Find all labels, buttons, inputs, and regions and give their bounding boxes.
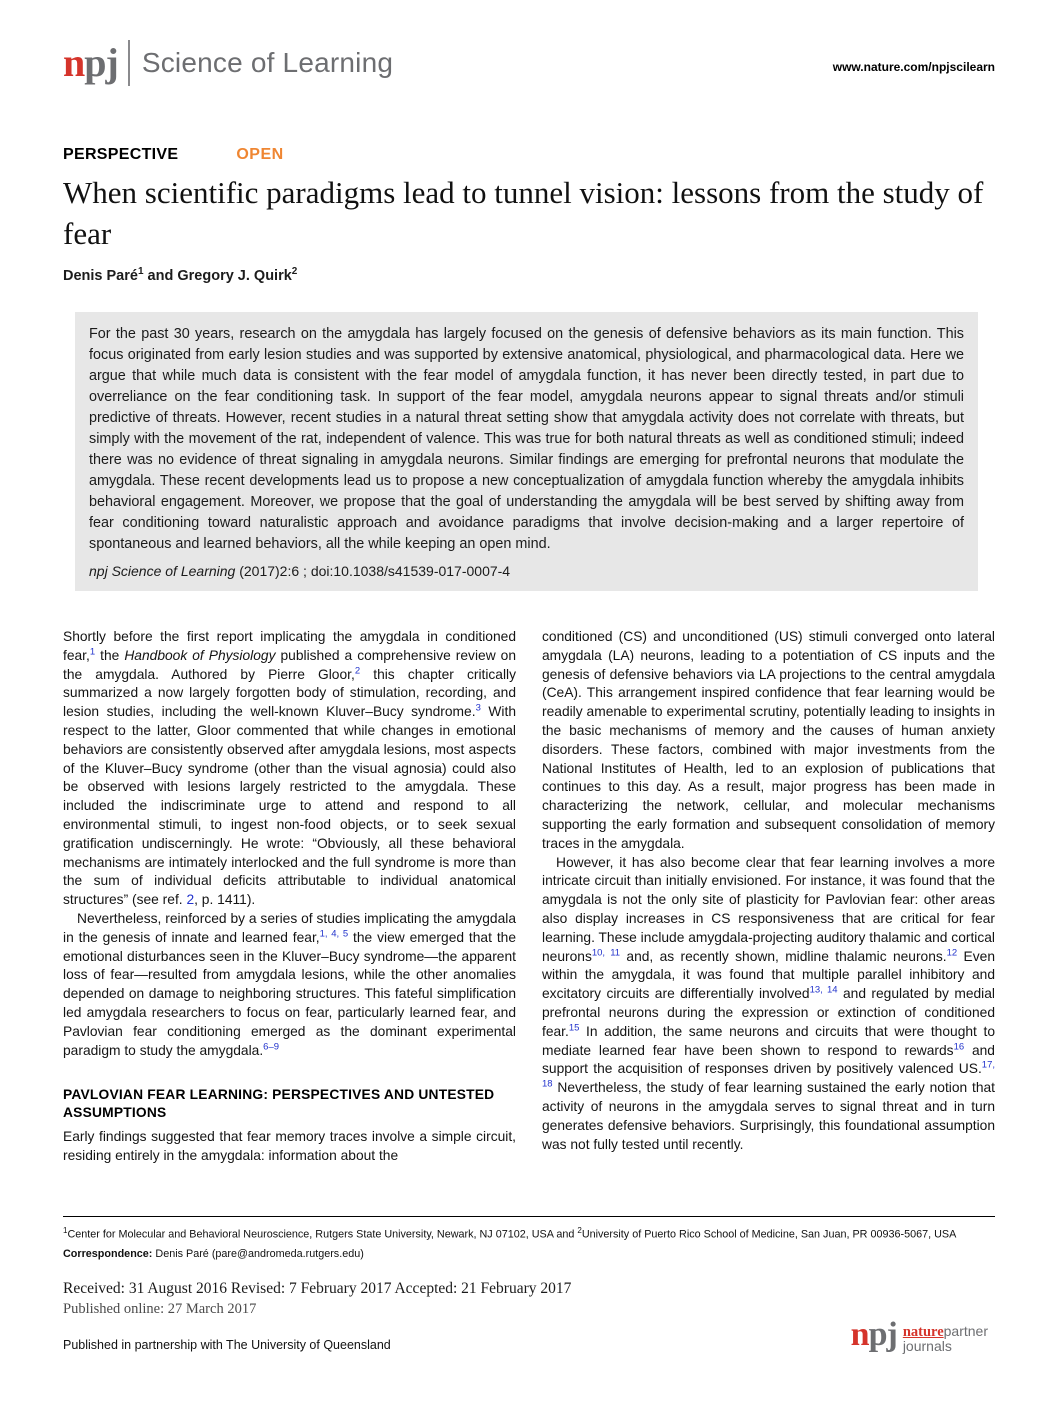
article-type-row — [63, 146, 284, 164]
reference-link[interactable]: 2 — [186, 892, 195, 908]
page-title: When scientific paradigms lead to tunnel vision: lessons from the study of fear — [63, 175, 984, 251]
article-body — [63, 628, 995, 1166]
text-run: and, as recently shown, midline thalamic neurons. — [620, 948, 947, 964]
footnote-divider — [63, 1216, 995, 1217]
text-run: Center for Molecular and Behavioral Neuroscience, Rutgers State University, Newark, NJ 07102, USA and — [67, 1228, 578, 1241]
journals-label: journals — [902, 1338, 952, 1354]
text-run: Early findings suggested that fear memory traces involve a simple circuit, residing entirely in the amygdala: information about the — [63, 1129, 516, 1164]
journal-logo — [63, 40, 393, 86]
text-run: conditioned (CS) and unconditioned (US) stimuli converged onto lateral amygdala (LA) neurons, leading to a potentiation of CS inputs and the genesis of defensive behaviors via LA projections to the central amygdala (CeA). This arrangement inspired confidence that fear learning would be readily amenable to experimental scrutiny, potentially leading to insights in the basic mechanisms of memory and the causes of human anxiety disorders. These factors, combined with major investments from the National Institutes of Health, led to an explosion of publications that continues to this day. As a result, major progress has been made in characterizing the network, cellular, and molecular mechanisms supporting the early formation and subsequent consolidation of memory traces in the amygdala. — [542, 629, 995, 851]
correspondence-label: Correspondence: — [63, 1247, 153, 1260]
text-run: and regulated by medial prefrontal neurons during the expression or extinction of conditioned fear. — [542, 986, 995, 1039]
correspondence-line — [63, 1247, 995, 1262]
reference-link[interactable]: 3 — [475, 702, 481, 714]
paragraph — [63, 628, 516, 910]
main-right-column — [542, 628, 995, 1166]
reference-link[interactable]: 1 — [89, 646, 96, 658]
superscript-marker: 1 — [137, 266, 144, 277]
reference-link[interactable]: 2 — [354, 665, 361, 676]
partner-logo-words — [903, 1324, 988, 1353]
paragraph — [542, 854, 995, 1155]
footnote-block — [63, 1216, 995, 1318]
reference-link[interactable]: 12 — [946, 946, 958, 958]
reference-link[interactable]: 10, 11 — [591, 946, 621, 958]
text-run: the — [95, 647, 125, 663]
partnership-note: Published in partnership with The University of Queensland — [63, 1338, 391, 1352]
logo-divider — [128, 40, 130, 86]
text-run: Shortly before the first report implicating the amygdala in conditioned fear, — [63, 629, 516, 663]
journal-name: Science of Learning — [141, 47, 394, 78]
npj-logo-pj: pj — [868, 1316, 897, 1353]
main-left-column — [63, 628, 516, 1166]
abstract-box — [75, 312, 978, 591]
reference-link[interactable]: 15 — [568, 1022, 580, 1034]
author-line — [63, 266, 297, 284]
text-run: the view emerged that the emotional disturbances seen in the Kluver–Bucy syndrome—the apparent loss of fear—resulted from amygdala lesions, while the other anomalies depended on damage to neighboring structures. This fateful simplification led amygdala researchers to focus on fear, particularly learned fear, and Pavlovian fear conditioning emerged as the dominant experimental paradigm to study the amygdala. — [63, 929, 516, 1058]
superscript-marker: 1 — [63, 1226, 68, 1235]
abstract-text: For the past 30 years, research on the amygdala has largely focused on the genesis of defensive behaviors as its main function. This focus originated from early lesion studies and was supported by extensive anatomical, physiological, and pharmacological data. Here we argue that while much data is consistent with the fear model of amygdala function, it has never been directly tested, in part due to overreliance on the fear conditioning task. In support of the fear model, amygdala neurons appear to signal threats and/or stimuli predictive of threats. However, recent studies in a natural threat setting show that amygdala activity does not correlate with threats, but simply with the movement of the rat, independent of valence. This was true for both natural threats as well as conditioned stimuli; indeed there was no evidence of threat signaling in amygdala neurons. Similar findings are emerging for prefrontal neurons that modulate the amygdala. These recent developments lead us to propose a new conceptualization of amygdala function whereby the amygdala inhibits behavioral engagement. Moreover, we propose that the goal of understanding the amygdala will be best served by shifting away from fear conditioning toward naturalistic approach and avoidance paradigms that involve decision-making and a larger repertoire of spontaneous and learned behaviors, all the while keeping an open mind. — [89, 326, 964, 552]
npj-logo-icon — [851, 1318, 897, 1352]
italic-text-run: Handbook of Physiology — [124, 647, 276, 663]
reference-link[interactable]: 17, 18 — [542, 1059, 995, 1090]
text-run: In addition, the same neurons and circuits that were thought to mediate learned fear have been shown to respond to rewards — [542, 1023, 995, 1058]
text-run: Nevertheless, reinforced by a series of studies implicating the amygdala in the genesis of innate and learned fear, — [63, 910, 516, 945]
reference-link[interactable]: 6–9 — [263, 1040, 280, 1052]
superscript-marker: 2 — [577, 1226, 582, 1235]
affiliations — [63, 1223, 995, 1243]
text-run: published a comprehensive review on the amygdala. Authored by Pierre Gloor, — [63, 647, 516, 682]
text-run: Denis Paré — [63, 267, 138, 284]
received-dates: Received: 31 August 2016 Revised: 7 February 2017 Accepted: 21 February 2017 — [63, 1279, 572, 1297]
paragraph — [63, 910, 516, 1060]
text-run: Nevertheless, the study of fear learning sustained the early notion that activity of neurons in the amygdala serves to signal threat and in turn generates defensive behaviors. Surprisingly, this foundational assumption was not fully tested until recently. — [542, 1080, 995, 1152]
journal-url-link[interactable]: www.nature.com/npjscilearn — [832, 60, 995, 74]
reference-link[interactable]: 1, 4, 5 — [319, 928, 349, 940]
text-run: this chapter critically summarized a now largely forgotten body of stimulation, recording, and lesion studies, including the well-known Kluver–Bucy syndrome. — [63, 666, 517, 720]
nature-brand-label: nature — [902, 1324, 944, 1340]
correspondence-email: Denis Paré (pare@andromeda.rutgers.edu) — [152, 1247, 364, 1260]
citation-journal: npj Science of Learning — [89, 563, 236, 579]
citation-doi: (2017)2:6 ; doi:10.1038/s41539-017-0007-4 — [235, 563, 511, 579]
npj-logo-icon — [63, 40, 118, 85]
paragraph — [63, 1128, 516, 1166]
superscript-marker: 2 — [291, 266, 298, 277]
text-run: Even within the amygdala, it was found that multiple parallel inhibitory and excitatory circuits are differentially involved — [542, 948, 995, 1002]
npj-logo-n: n — [850, 1316, 869, 1353]
section-heading: PAVLOVIAN FEAR LEARNING: PERSPECTIVES AND UNTESTED ASSUMPTIONS — [63, 1087, 495, 1121]
npj-logo-n: n — [63, 40, 85, 85]
text-run: University of Puerto Rico School of Medicine, San Juan, PR 00936-5067, USA — [581, 1228, 957, 1241]
open-access-badge: OPEN — [236, 146, 284, 163]
text-run: However, it has also become clear that fear learning involves a more intricate circuit than initially envisioned. For instance, it was found that the amygdala is not the only site of plasticity for Pavlovian fear: other areas also display increases in CS responsiveness that are critical for fear learning. These include amygdala-projecting auditory thalamic and cortical neurons — [542, 854, 995, 964]
text-run: and support the acquisition of responses driven by positively valenced US. — [542, 1042, 995, 1077]
npj-logo-pj: pj — [84, 40, 118, 85]
published-date: Published online: 27 March 2017 — [63, 1300, 257, 1317]
npj-partner-logo — [851, 1318, 988, 1353]
text-run: , p. 1411). — [194, 892, 256, 908]
reference-link[interactable]: 16 — [953, 1040, 965, 1052]
text-run: and Gregory J. Quirk — [143, 267, 292, 284]
text-run: With respect to the latter, Gloor commented that while changes in emotional behaviors are consistently observed after amygdala lesions, most aspects of the Kluver–Bucy syndrome (other than the visual agnosia) could also be observed with lesions largely restricted to the amygdala. These included the indiscriminate urge to attend and respond to all environmental stimuli, to ingest non-food objects, or to seek sexual gratification undiscerningly. He wrote: “Obviously, all these behavioral mechanisms are intimately interlocked and the full syndrome is more than the sum of individual deficits attributable to individual anatomical structures” (see ref. — [63, 704, 516, 908]
citation-line — [89, 563, 964, 579]
partner-label: partner — [943, 1323, 988, 1339]
paragraph — [542, 628, 995, 854]
reference-link[interactable]: 13, 14 — [809, 984, 838, 996]
article-type-label: PERSPECTIVE — [63, 146, 179, 163]
